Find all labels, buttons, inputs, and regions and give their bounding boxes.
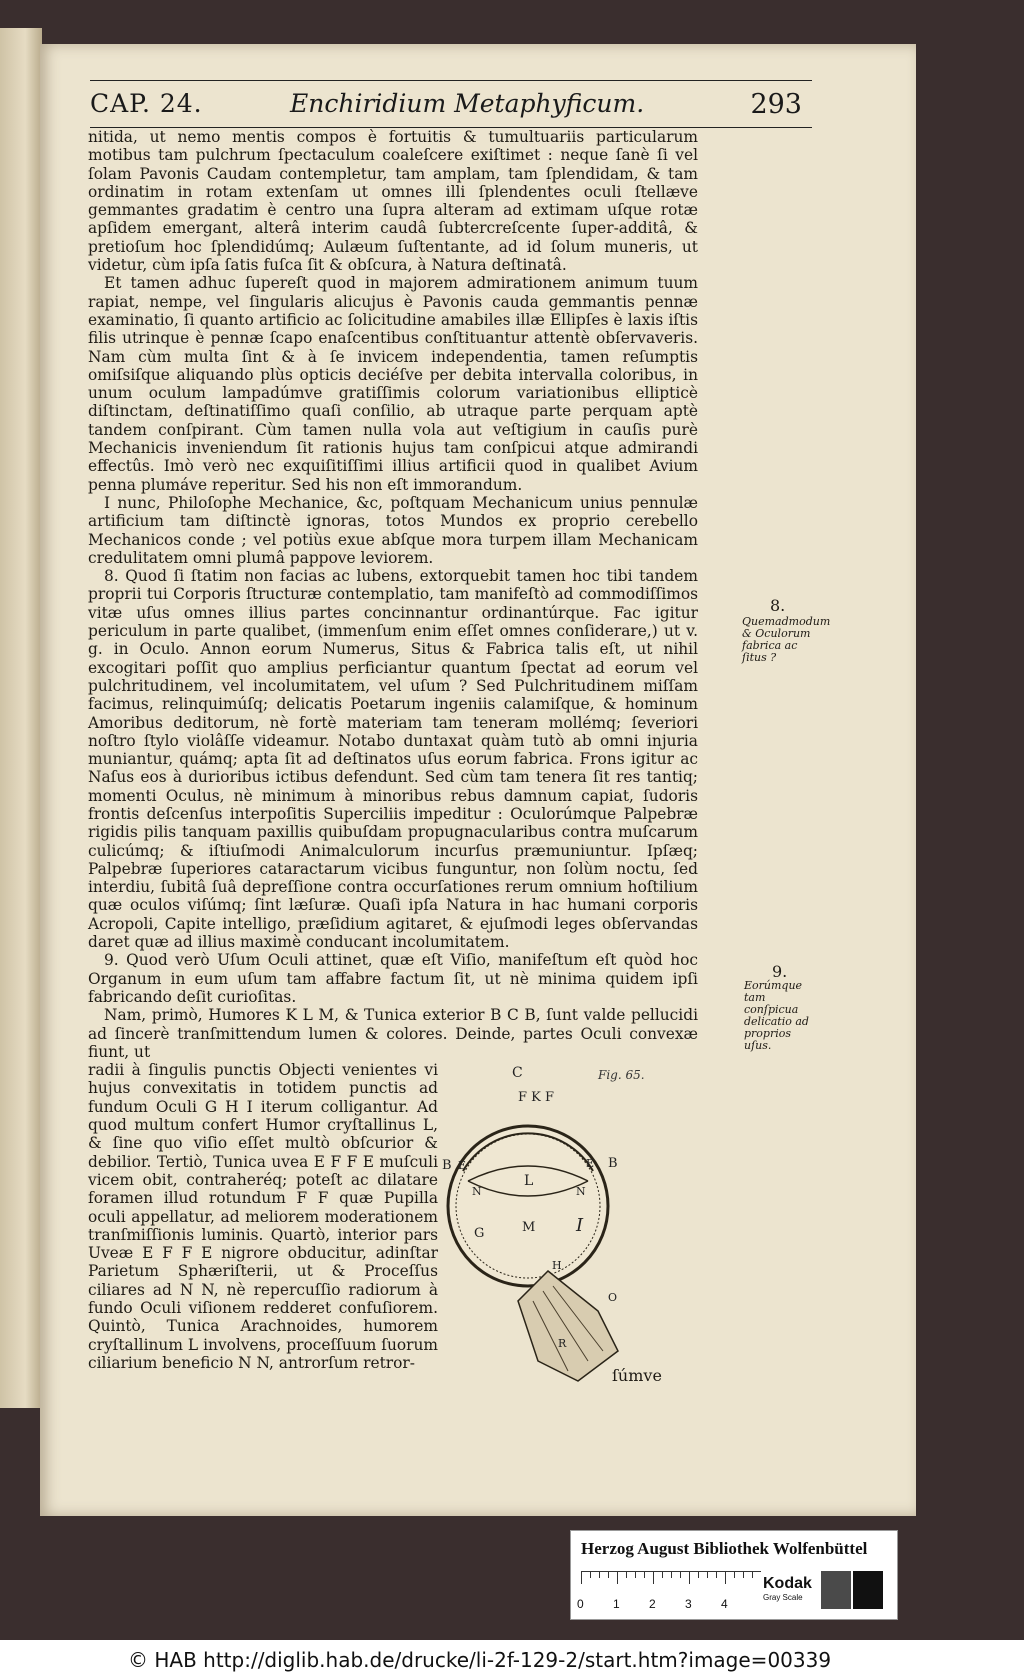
kodak-brand: Kodak	[763, 1575, 812, 1592]
paragraph: Nam, primò, Humores K L M, & Tunica exterior B C B, ſunt valde pellucidi ad ſincerè tranſmittendum lumen & colores. Deinde, partes Oculi convexæ fiunt, ut	[88, 1006, 698, 1061]
scale-ruler	[581, 1571, 761, 1594]
ruler-number: 3	[685, 1597, 692, 1611]
eye-outer-tunic	[448, 1126, 608, 1286]
eye-label-e-left: E	[458, 1159, 467, 1173]
paragraph: 9. Quod verò Uſum Oculi attinet, quæ eſt Viſio, manifeſtum eſt quòd hoc Organum in eum uſum tam affabre factum ſit, ut nè minima quidem ipſi fabricando deſit curioſitas.	[88, 951, 698, 1006]
eye-label-l: L	[524, 1173, 534, 1190]
page-number: 293	[750, 89, 802, 120]
paragraph: nitida, ut nemo mentis compos è fortuitis & tumultuariis particularum motibus tam pulchrum ſpectaculum coaleſcere exiſtimet : neque ſanè ſi vel ſolam Pavonis Caudam contempletur, tam amplam, tam ſplendidam, & tam ordinatim in rotam extenſam ut omnes illi ſplendentes oculi ſtellæve gemmantes gradatim è centro una ſupra alteram ad extimam uſque rotæ apſidem emergant, alterâ interim caudâ ſubtercreſcente ſuper-additâ, & pretioſum hoc ſplendidúmq; Aulæum ſuſtentante, ad id ſolum muneris, ut videtur, cùm ipſa ſatis fuſca ſit & obſcura, à Natura deſtinatâ.	[88, 128, 698, 275]
page-body	[88, 128, 698, 1372]
eye-label-b-right: B	[608, 1156, 618, 1172]
eye-label-m: M	[522, 1220, 536, 1236]
eye-diagram	[442, 1061, 698, 1391]
margin-note: Eorúmque tam conſpicua delicatio ad proprios uſus.	[744, 979, 809, 1052]
paragraph: radii à ſingulis punctis Objecti venientes vi hujus convexitatis in totidem punctis ad fundum Oculi G H I iterum colligantur. Ad quod multum confert Humor cryſtallinus L, & ſine quo viſio eſſet multò obſcurior & debilior. Tertiò, Tunica uvea E F F E muſculi vicem obit, contraheréq; poteſt ac dilatare foramen illud rotundum F F quæ Pupilla oculi appellatur, ad meliorem moderationem tranſmiſſionis luminis. Quartò, interior pars Uveæ E F F E nigrore obducitur, adinſtar Parietum Sphæriſterii, ut & Proceſſus ciliares ad N N, nè repercuſſio radiorum à fundo Oculi viſionem redderet confuſiorem. Quintò, Tunica Arachnoides, humorem cryſtallinum L involvens, proceſſuum ſuorum ciliarium beneficio N N, antrorſum retror-	[88, 1061, 438, 1372]
eye-label-o: O	[608, 1291, 618, 1305]
margin-number: 9.	[772, 962, 788, 981]
eye-label-c: C	[512, 1065, 523, 1082]
eye-label-n-left: N	[472, 1185, 482, 1199]
running-title: Enchiridium Metaphyficum.	[290, 89, 645, 118]
ruler-number: 4	[721, 1597, 728, 1611]
optic-nerve	[518, 1271, 618, 1381]
eye-label-n-right: N	[576, 1185, 586, 1199]
eye-label-e-right: E	[586, 1157, 595, 1171]
paragraph: Et tamen adhuc ſupereſt quod in majorem admirationem animum tuum rapiat, nempe, vel ſingularis alicujus è Pavonis cauda gemmantis pennæ examinatio, ſi quanto artificio ac ſolicitudine amabiles illæ Ellipſes è laxis iſtis filis utrinque è pennæ ſcapo enaſcentibus conſtituantur attentè obſervaveris. Nam cùm multa ſint & à ſe invicem independentia, tamen reſumptis omiſsiſque aliquando plùs opticis deciéſve per debita intervalla coloribus, in unum oculum lampadúmve gratiſſimis colorum variationibus ellipticè diſtinctam, deſtinatiſſimo quaſi conſilio, ab utraque parte perquam aptè tandem conſpirant. Cùm tamen nulla vola aut veſtigium in cauſis purè Mechanicis inveniendum ſit rationis hujus tam conſpicui atque admirandi effectûs. Imò verò nec exquiſitiſſimi illius artificii quod in qualibet Avium penna plumáve reperitur. Sed his non eſt immorandum.	[88, 274, 698, 494]
figure-wrap	[88, 1061, 698, 1372]
eye-label-r: R	[558, 1337, 567, 1351]
eye-label-i: I	[576, 1215, 584, 1237]
gray-swatch	[821, 1571, 851, 1609]
library-label	[570, 1530, 898, 1620]
eye-label-h: H	[552, 1259, 562, 1273]
eye-label-fkf: F K F	[518, 1090, 555, 1106]
ruler-number: 0	[577, 1597, 584, 1611]
ruler-numbers	[577, 1597, 757, 1611]
library-name: Herzog August Bibliothek Wolfenbüttel	[581, 1539, 868, 1558]
margin-number: 8.	[770, 596, 786, 615]
chapter-label: CAP. 24.	[90, 89, 203, 118]
ruler-number: 2	[649, 1597, 656, 1611]
margin-note: Quemadmodum & Oculorum fabrica ac ſitus ?	[742, 615, 831, 664]
copyright-footer	[0, 1640, 1024, 1680]
running-header	[90, 80, 812, 128]
eye-label-b-left: B	[442, 1158, 452, 1174]
ruler-number: 1	[613, 1597, 620, 1611]
black-swatch	[853, 1571, 883, 1609]
copyright-text: © HAB http://diglib.hab.de/drucke/li-2f-129-2/start.htm?image=00339	[128, 1648, 832, 1672]
facing-page-edge	[0, 28, 42, 1408]
eye-label-g: G	[474, 1226, 485, 1242]
figure-label: Fig. 65.	[598, 1068, 645, 1083]
gray-scale-label: Gray Scale	[763, 1593, 803, 1602]
catchword: ſúmve	[612, 1366, 662, 1385]
paragraph: I nunc, Philoſophe Mechanice, &c, poſtquam Mechanicum unius pennulæ artificium tam diſtinctè ignoras, totos Mundos ex proprio cerebello Mechanicos conde ; vel potiùs exue abſque mora turpem illam Mechanicam credulitatem omni plumâ pappove leviorem.	[88, 493, 698, 567]
paragraph: 8. Quod ſi ſtatim non facias ac lubens, extorquebit tamen hoc tibi tandem proprii tui Corporis ſtructuræ contemplatio, tam manifeſtò ad commodiſſimos vitæ uſus omnes illius partes concinnantur ordinantúrque. Fac igitur periculum in parte qualibet, (immenſum enim eſſet omnes conſiderare,) ut v. g. in Oculo. Annon eorum Numerus, Situs & Fabrica talis eſt, ut nihil excogitari poſſit quo amplius perficiantur quantum ſpectat ad eorum vel pulchritudinem, vel incolumitatem, vel uſum ? Sed Pulchritudinem miſſam facimus, relinquimúſq; delicatis Poetarum ingeniis calamiſque, & hominum Amoribus deditorum, nè fortè materiam tam teneram mollémq; ſeveriori noſtro ſtylo violâſſe videamur. Notabo duntaxat quàm tutò ab omni injuria muniantur, quámq; apta ſit ad deſtinatos uſus eorum fabrica. Frons igitur ac Naſus eos à durioribus ictibus defendunt. Sed cùm tam tenera ſit res tantiq; momenti Oculus, nè minimum à minoribus rebus damnum capiat, ſudoris frontis deſcenſus interpoſitis Superciliis impeditur : Oculorúmque Palpebræ rigidis pilis tanquam paxillis quibuſdam propugnacularibus contra muſcarum culicúmq; & iſtiuſmodi Animalculorum incurſus præmuniuntur. Ipſæq; Palpebræ ſuperiores cataractarum vicibus funguntur, non ſolùm noctu, ſed interdiu, ſubitâ ſuâ depreſſione contra occurſationes rerum omnium hoſtilium quæ oculos viſúmq; ſint læſuræ. Quaſi ipſa Natura in hac humani corporis Acropoli, Capite intelligo, præſidium agitaret, & ejuſmodi leges obſervandas daret quæ ad illius maximè conducant incolumitatem.	[88, 567, 698, 952]
